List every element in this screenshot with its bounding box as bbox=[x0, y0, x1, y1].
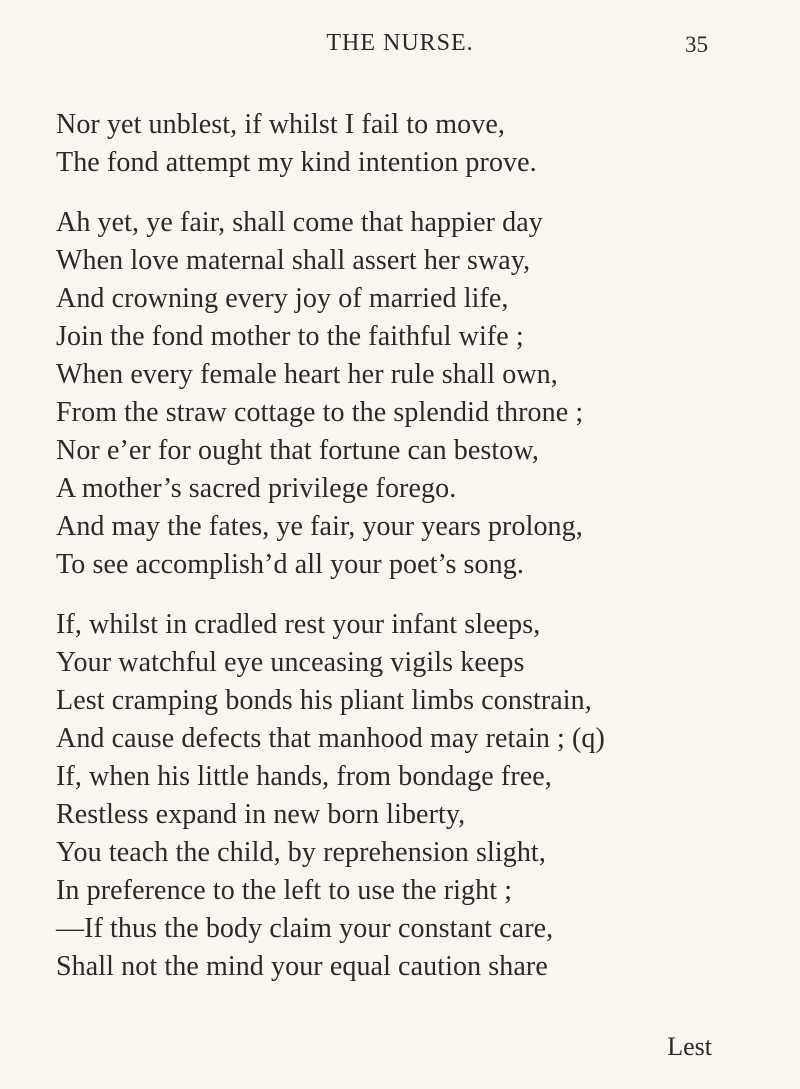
poem-line: Your watchful eye unceasing vigils keeps bbox=[56, 647, 525, 678]
poem-line: The fond attempt my kind intention prove. bbox=[56, 147, 537, 178]
poem-line: When every female heart her rule shall own, bbox=[56, 359, 558, 390]
poem-line: And cause defects that manhood may retain ; (q) bbox=[56, 723, 605, 754]
poem-line: Nor e’er for ought that fortune can bestow, bbox=[56, 435, 539, 466]
poem-line: If, when his little hands, from bondage free, bbox=[56, 761, 552, 792]
poem-line: If, whilst in cradled rest your infant sleeps, bbox=[56, 609, 541, 640]
stanza-1 bbox=[56, 106, 716, 182]
poem-line: And may the fates, ye fair, your years prolong, bbox=[56, 511, 583, 542]
poem-line: A mother’s sacred privilege forego. bbox=[56, 473, 457, 504]
poem-line: Shall not the mind your equal caution share bbox=[56, 951, 548, 982]
poem-line: When love maternal shall assert her sway, bbox=[56, 245, 531, 276]
poem-line: Join the fond mother to the faithful wife ; bbox=[56, 321, 524, 352]
page-number: 35 bbox=[685, 32, 708, 57]
poem-line: In preference to the left to use the right ; bbox=[56, 875, 513, 906]
stanza-3 bbox=[56, 606, 716, 986]
poem-line: Ah yet, ye fair, shall come that happier day bbox=[56, 207, 543, 238]
running-title: THE NURSE. bbox=[326, 30, 474, 56]
running-head bbox=[0, 30, 800, 60]
poem-text bbox=[56, 106, 716, 986]
poem-line: To see accomplish’d all your poet’s song. bbox=[56, 549, 524, 580]
poem-line: You teach the child, by reprehension slight, bbox=[56, 837, 546, 868]
poem-line: Lest cramping bonds his pliant limbs constrain, bbox=[56, 685, 592, 716]
poem-line: And crowning every joy of married life, bbox=[56, 283, 509, 314]
poem-line: Nor yet unblest, if whilst I fail to move, bbox=[56, 109, 506, 140]
poem-line: Restless expand in new born liberty, bbox=[56, 799, 466, 830]
stanza-2 bbox=[56, 204, 716, 584]
poem-line: From the straw cottage to the splendid throne ; bbox=[56, 397, 584, 428]
poem-line: —If thus the body claim your constant care, bbox=[56, 913, 554, 944]
catchword: Lest bbox=[667, 1032, 712, 1061]
